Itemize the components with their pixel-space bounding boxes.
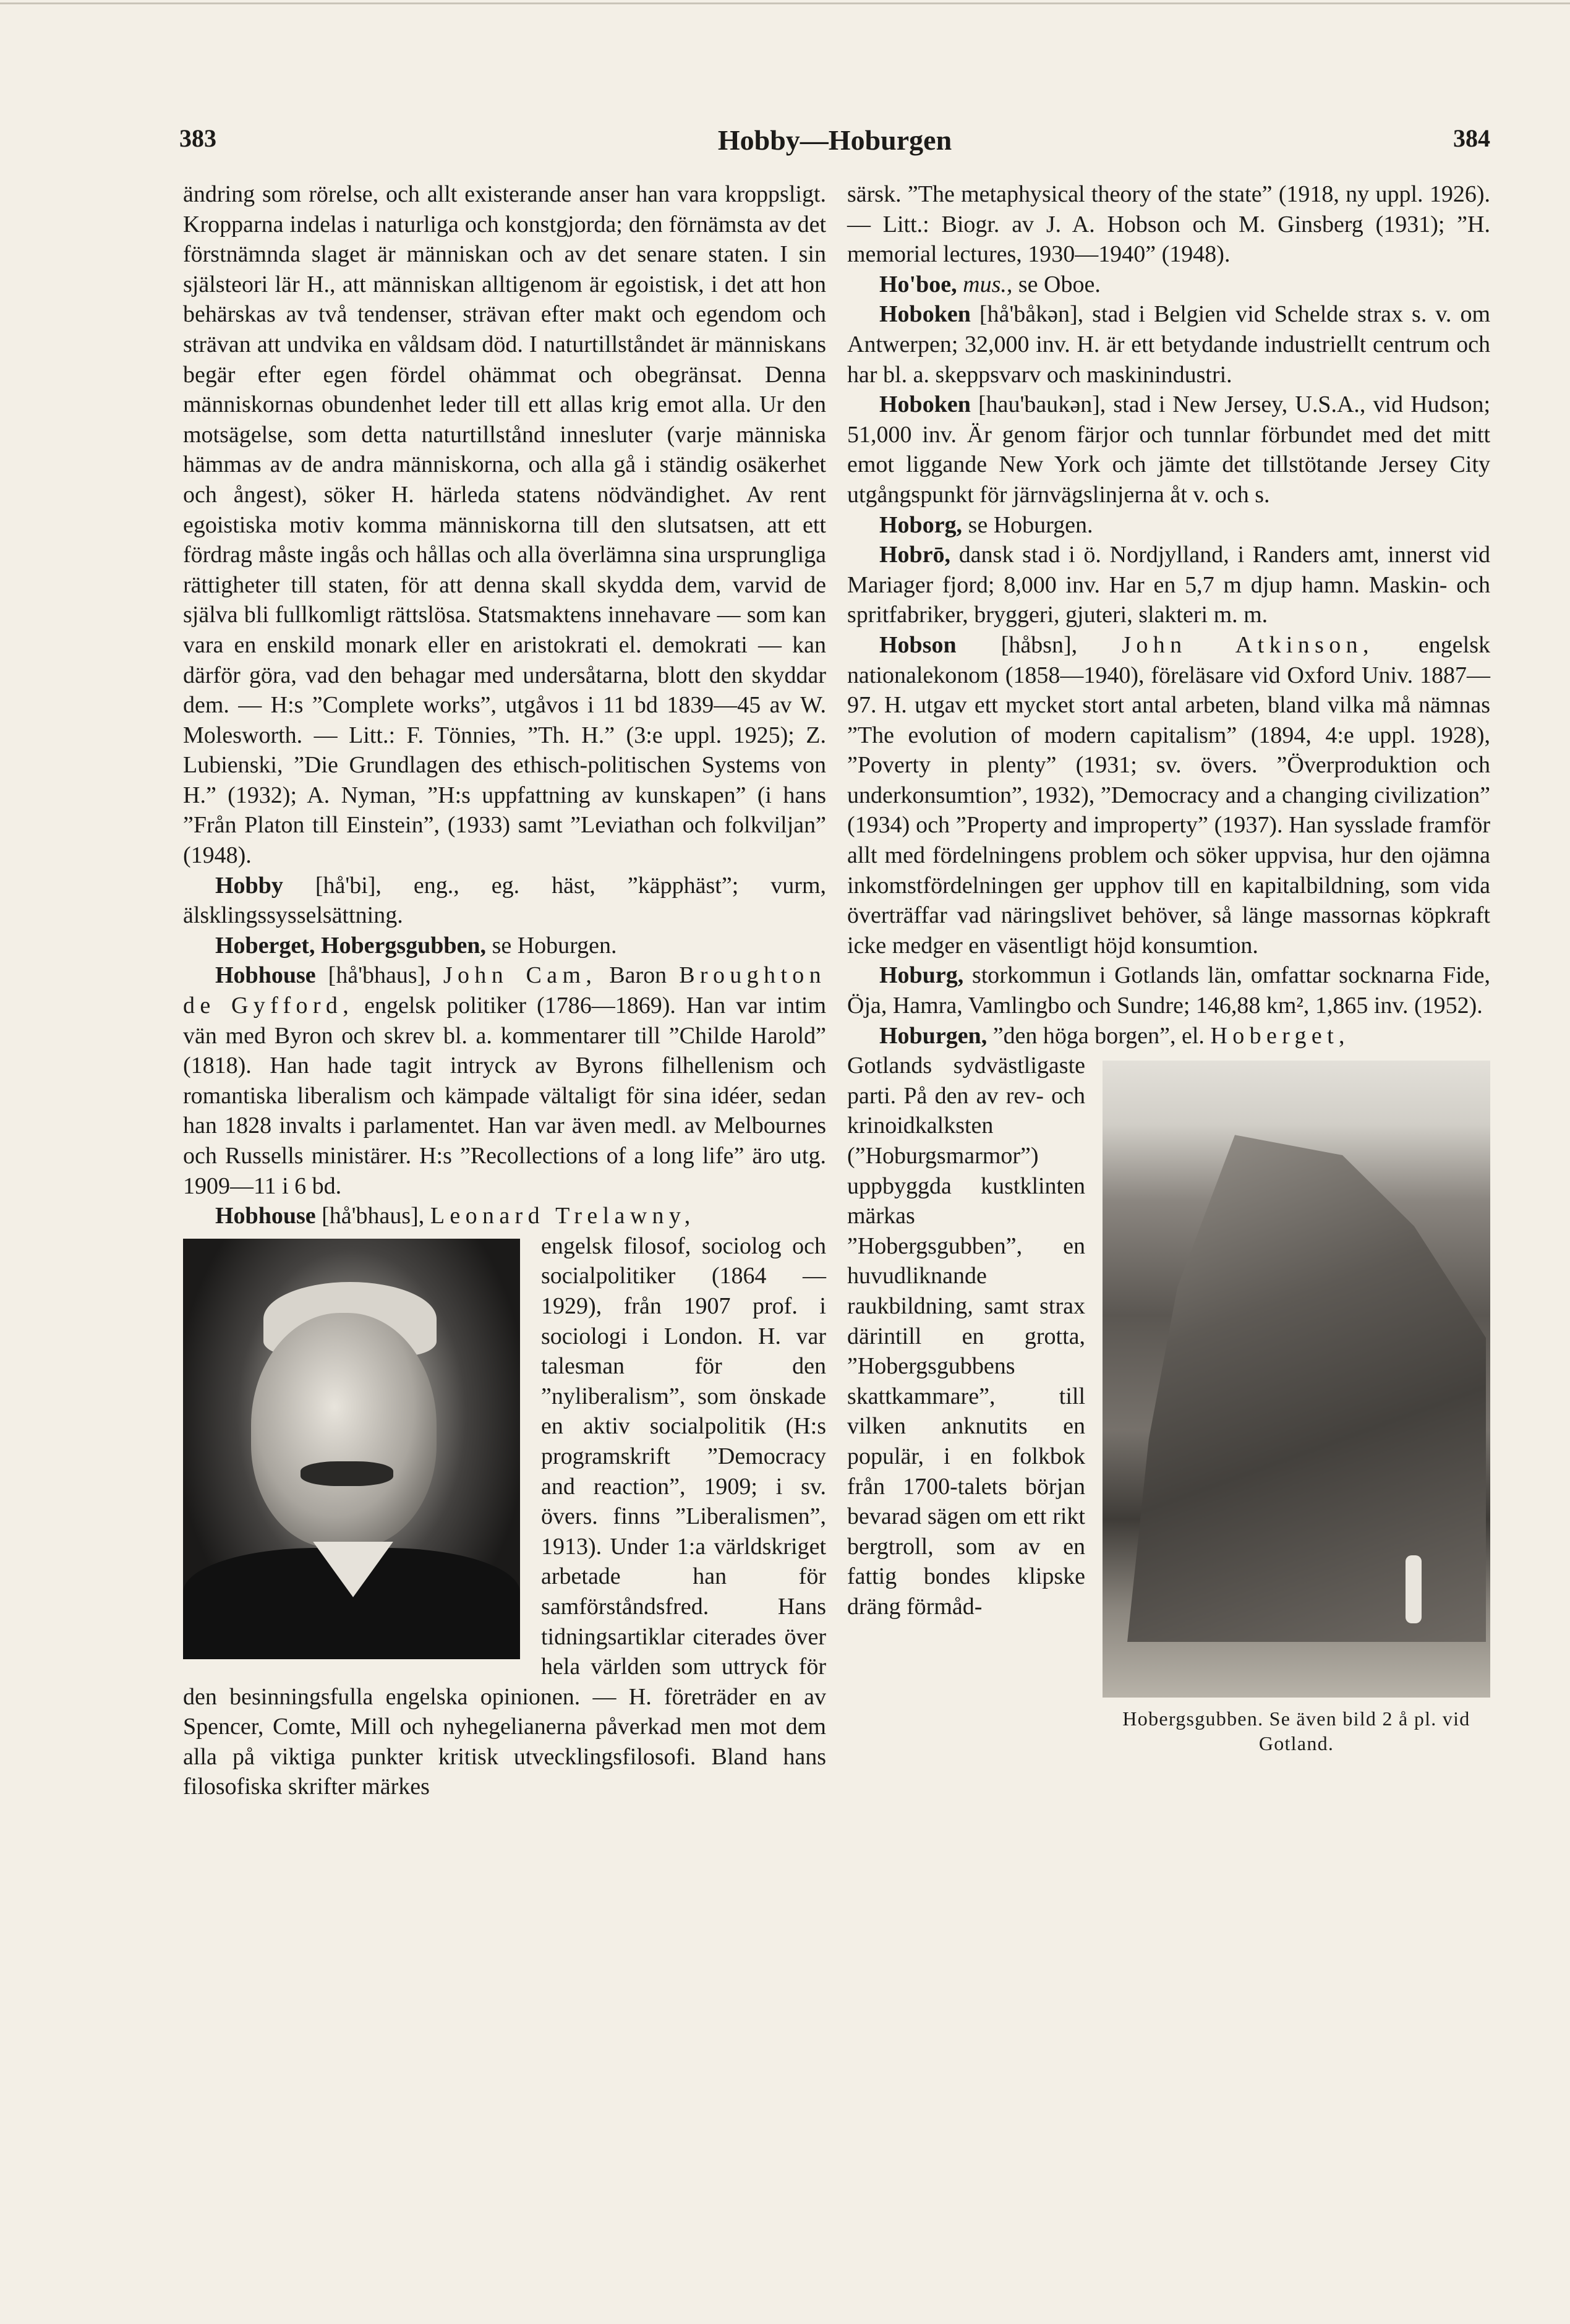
entry-hoburgen-text1: ”den höga borgen”, el. [992,1022,1205,1049]
headword-hobhouse-leonard: Hobhouse [215,1203,316,1229]
person-title: Baron [609,962,667,989]
pronunciation: [hå'bhaus], [328,962,431,989]
page-number-right: 384 [1453,124,1490,152]
entry-hoboken-usa-text: [hau'baukən], stad i New Jersey, U.S.A., vid Hudson; 51,000 inv. Är genom färjor och tunnlar förbundet med det mitt emot liggande New York och jämte det tillstötande Jersey City utgångspunkt för järnvägslinjerna åt v. och s. [847,391,1491,508]
entry-hobhouse-john [183,960,826,1201]
page-number-left: 383 [179,124,216,152]
entry-hoboe [847,270,1490,300]
pronunciation: [håbsn], [1000,631,1078,658]
entry-hoboken-belgium [847,299,1490,390]
entry-hoburg-text: storkommun i Gotlands län, omfattar socknarna Fide, Öja, Hamra, Vamlingbo och Sundre; 146,88 km², 1,865 inv. (1952). [847,962,1491,1019]
entry-hoburg [847,960,1490,1020]
place-name: Hoberget, [1210,1022,1350,1049]
pronunciation: [hå'bhaus], [322,1203,425,1229]
entry-hobro [847,540,1490,630]
entry-hobson [847,630,1490,961]
entry-hoboe-text: se Oboe. [1018,271,1101,297]
entry-hoberget-text: se Hoburgen. [492,932,617,959]
entry-hoburgen [847,1021,1490,1051]
entry-hobro-text: dansk stad i ö. Nordjylland, i Randers amt, innerst vid Mariager fjord; 8,000 inv. Har en 5,7 m djup hamn. Maskin- och spritfabriker, bryggeri, gjuteri, slakteri m. m. [847,542,1490,628]
page-header [179,124,1490,161]
headword-hobhouse-john: Hobhouse [215,962,316,989]
entry-hobhouse-leonard-text: engelsk filosof, sociolog och socialpolitiker (1864 —1929), från 1907 prof. i sociologi i London. H. var talesman för den ”nyliberalism”, som önskade en aktiv socialpolitik (H:s programskrift ”Democracy and reaction”, 1909; i sv. övers. finns ”Liberalismen”, 1913). Under 1:a världskriget arbetade han för samförståndsfred. Hans tidningsartiklar citerades över hela världen som uttryck för den besinningsfulla engelska opinionen. — H. företräder en av Spencer, Comte, Mill och nyhegelianerna påverkad men mot dem alla på viktiga punkter kritisk utvecklingsfilosofi. Bland hans filosofiska skrifter märkes [183,1232,826,1800]
entry-hoboken-usa [847,390,1490,510]
headword-hoborg: Hoborg, [879,511,963,538]
headword-hoburgen: Hoburgen, [879,1022,988,1049]
person-name: John Cam, [443,962,597,989]
entry-hoborg [847,510,1490,540]
headword-hoboe: Ho'boe, [879,271,957,297]
entry-hobby [183,871,826,931]
headword-hoboken-belgium: Hoboken [879,301,971,328]
right-column [847,179,1490,2158]
entry-hoberget [183,931,826,961]
headword-hobro: Hobrō, [879,542,951,568]
top-rule [0,2,1570,4]
hobhouse-continuation: särsk. ”The metaphysical theory of the state” (1918, ny uppl. 1926). — Litt.: Biogr. av J. A. Hobson och M. Ginsberg (1931); ”H. memorial lectures, 1930—1940” (1948). [847,181,1490,268]
entry-hobby-text: [hå'bi], eng., eg. häst, ”käpphäst”; vurm, älsklingssysselsättning. [183,872,826,929]
entry-hobhouse-leonard [183,1201,826,1231]
headword-hobson: Hobson [879,631,957,658]
entry-hoboken-belgium-text: [hå'båkən], stad i Belgien vid Schelde strax s. v. om Antwerpen; 32,000 inv. H. är ett betydande industriellt centrum och har bl. a. skeppsvarv och maskinindustri. [847,301,1491,388]
rock-formation [1127,1135,1486,1642]
entry-hoborg-text: se Hoburgen. [968,511,1093,538]
entry-hobhouse-john-text: engelsk politiker (1786—1869). Han var intim vän med Byron och skrev bl. a. kommentarer till ”Childe Harold” (1818). Han hade tagit intryck av Byrons filhellenism och romantiska liberalism och kämpade vältaligt för sina idéer, sedan han 1828 invalts i parlamentet. Han var även medl. av Melbournes och Russells ministärer. H:s ”Recollections of a long life” äro utg. 1909—11 i 6 bd. [183,993,827,1199]
person-name: Leonard Trelawny, [430,1203,696,1229]
entry-hobson-text: engelsk nationalekonom (1858—1940), föreläsare vid Oxford Univ. 1887—97. H. utgav ett mycket stort antal arbeten, bland vilka må nämnas ”The evolution of modern capitalism” (1894, 4:e uppl. 1928), ”Poverty in plenty” (1931; sv. övers. ”Överproduktion och underkonsumtion”, 1932), ”Democracy and a changing civilization” (1934) och ”Property and improperty” (1937). Han sysslade framför allt med fördelningens problem och söker uppvisa, hur den ojämna inkomstfördelningen ger upphov till en kapitalbildning, som vida överträffar vad näringslivet behöver, så länge massornas köpkraft icke medger en väsentligt höjd konsumtion. [847,631,1490,959]
headword-hoberget: Hoberget, Hobergsgubben, [215,932,487,959]
hobbes-continuation: ändring som rörelse, och allt existerande anser han vara kroppsligt. Kropparna indelas i naturliga och konstgjorda; den förnämsta av det förstnämnda slaget är människan och av det senare staten. I sin själsteori lär H., att människan alltigenom är egoistisk, i det att hon behärskas av två tendenser, strävan efter makt och egendom och strävan att undvika en våldsam död. I naturtillståndet är människans begär efter egen fördel ohämmat och obegränsat. Denna människornas obundenhet leder till ett allas krig emot alla. Ur den motsägelse, som detta naturtillstånd innesluter (varje människa hämmas av de andra människorna, och alla gå i ständig osäkerhet och ångest), söker H. härleda statens nödvändighet. Av rent egoistiska motiv komma människorna till den slutsatsen, att ett fördrag måste ingås och hållas och alla överlämna sina ursprungliga rättigheter till staten, för att denna skall skydda dem, varvid de själva bli fullkomligt rättslösa. Statsmaktens innehavare — som kan vara en enskild monark eller en aristokrati el. demokrati — kan därför göra, vad den behagar med undersåtarna, blott den skyddar dem. — H:s ”Complete works”, utgåvos i 11 bd 1839—45 av W. Molesworth. — Litt.: F. Tönnies, ”Th. H.” (3:e uppl. 1925); Z. Lubienski, ”Die Grundlagen des ethisch-politischen Systems von H.” (1932); A. Nyman, ”H:s uppfattning av kunskapen” (i hans ”Från Platon till Einstein”, (1933) samt ”Leviathan och folkviljan” (1948). [183,181,826,869]
portrait-moustache [301,1461,393,1486]
portrait-face [251,1313,437,1548]
hobergsgubben-photo [1103,1061,1490,1698]
headword-hobby: Hobby [215,872,283,899]
running-title: Hobby—Hoburgen [717,124,952,156]
portrait-hobhouse-photo [183,1239,520,1659]
entry-hoburgen-text2: Gotlands sydvästligaste parti. På den av rev- och krinoidkalksten (”Hoburgsmarmor”) uppbyggda kustklinten märkas ”Hobergsgubben”, en huvudliknande raukbildning, samt strax därintill en grotta, ”Hobergsgubbens skattkammare”, till vilken anknutits en populär, i en folkbok från 1700-talets början bevarad sägen om ett rikt bergtroll, som av en fattig bondes klipske dräng förmåd- [847,1053,1085,1620]
headword-hoboken-usa: Hoboken [879,391,971,418]
person-name: John Atkinson, [1122,631,1374,658]
abbreviation-mus: mus., [963,271,1013,297]
figure-hobergsgubben [1103,1061,1490,1766]
figure-caption: Hobergsgubben. Se även bild 2 å pl. vid Gotland. [1122,1707,1470,1755]
person-title-name: Broughton de Gyfford, [183,962,827,1019]
standing-person [1406,1555,1422,1623]
headword-hoburg: Hoburg, [879,962,964,989]
left-column [183,179,826,2164]
